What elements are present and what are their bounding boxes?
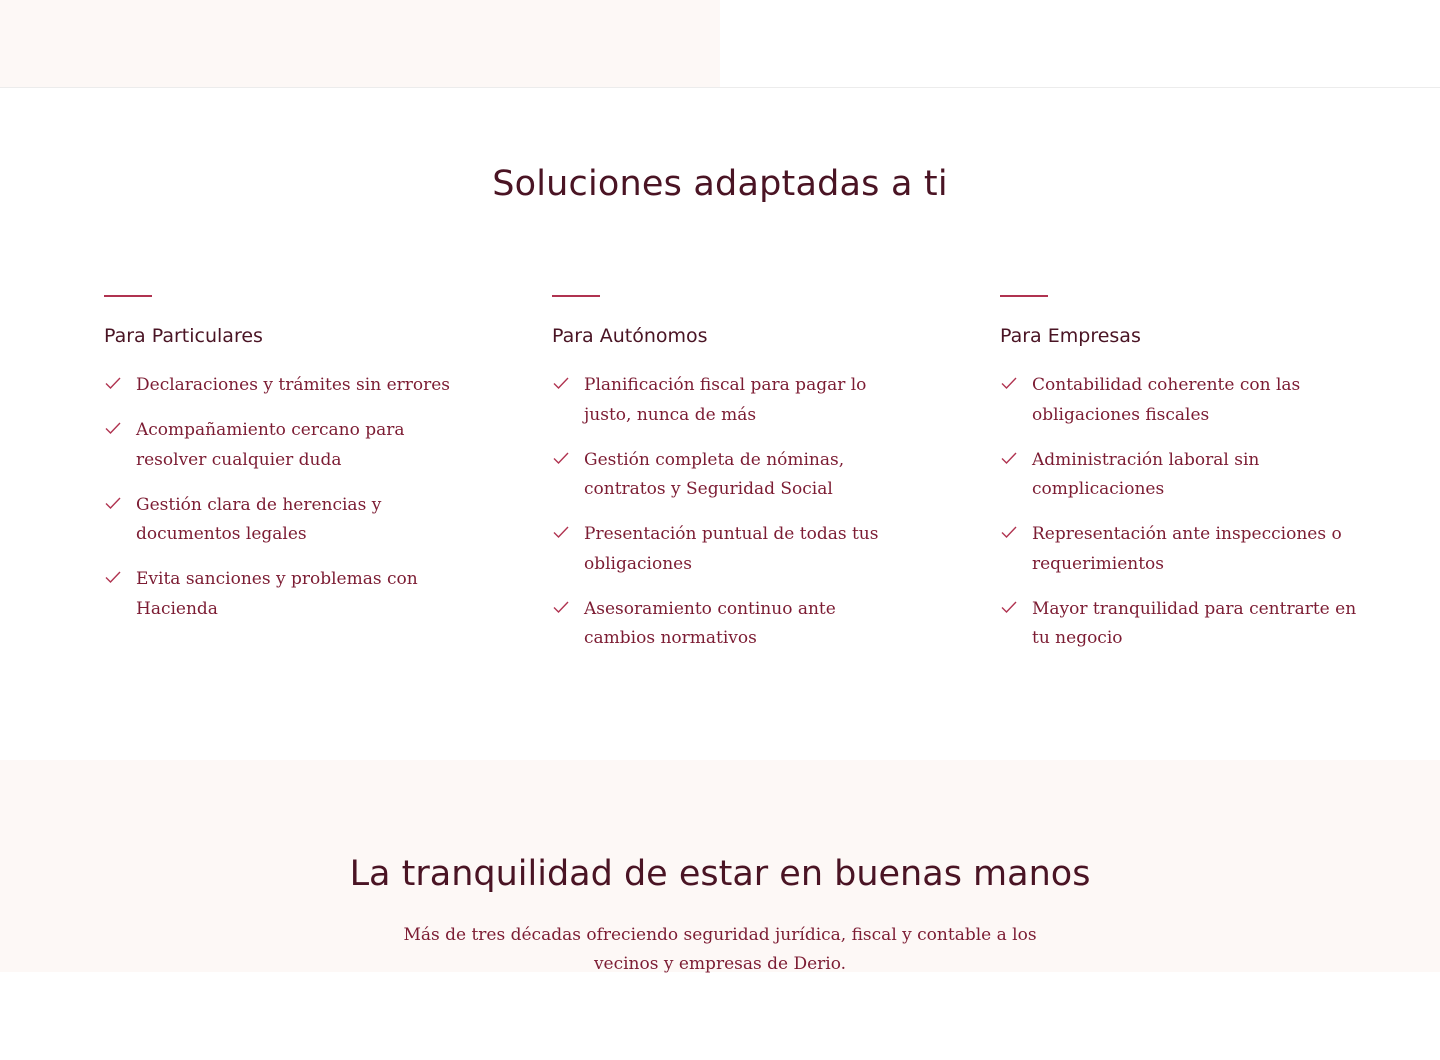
list-item (1000, 520, 1360, 579)
list-item (1000, 446, 1360, 505)
list-item (104, 565, 464, 624)
feature-list (104, 371, 464, 624)
list-item-text: Administración laboral sin complicaciones (1032, 449, 1260, 499)
check-icon (552, 375, 570, 391)
list-item (552, 446, 912, 505)
feature-list (552, 371, 912, 654)
list-item-text: Presentación puntual de todas tus obligaciones (584, 524, 879, 574)
column-divider (1000, 295, 1048, 297)
check-icon (104, 495, 122, 511)
list-item-text: Contabilidad coherente con las obligaciones fiscales (1032, 375, 1301, 425)
check-icon (104, 569, 122, 585)
list-item (104, 371, 464, 401)
list-item-text: Evita sanciones y problemas con Hacienda (136, 569, 418, 619)
column-particulares (104, 295, 464, 640)
list-item (104, 491, 464, 550)
check-icon (1000, 599, 1018, 615)
check-icon (1000, 524, 1018, 540)
check-icon (552, 524, 570, 540)
list-item-text: Acompañamiento cercano para resolver cualquier duda (136, 420, 405, 470)
trust-text: Más de tres décadas ofreciendo seguridad jurídica, fiscal y contable a los vecinos y empresas de Derio. (403, 925, 1037, 974)
list-item (552, 595, 912, 654)
solutions-title: Soluciones adaptadas a ti (492, 164, 948, 204)
list-item (552, 371, 912, 430)
trust-section (0, 760, 1440, 972)
column-title: Para Empresas (1000, 325, 1141, 347)
list-item-text: Gestión clara de herencias y documentos legales (136, 494, 382, 544)
list-item-text: Declaraciones y trámites sin errores (136, 375, 451, 395)
check-icon (1000, 450, 1018, 466)
feature-list (1000, 371, 1360, 654)
list-item-text: Asesoramiento continuo ante cambios normativos (584, 598, 836, 648)
list-item-text: Gestión completa de nóminas, contratos y Seguridad Social (584, 449, 845, 499)
list-item (552, 520, 912, 579)
list-item (1000, 595, 1360, 654)
top-band (0, 0, 1440, 88)
list-item-text: Representación ante inspecciones o requerimientos (1032, 524, 1342, 574)
check-icon (104, 375, 122, 391)
list-item (104, 416, 464, 475)
column-autonomos (552, 295, 912, 669)
check-icon (104, 420, 122, 436)
column-empresas (1000, 295, 1360, 669)
check-icon (552, 599, 570, 615)
top-left-panel (0, 0, 720, 87)
list-item-text: Mayor tranquilidad para centrarte en tu negocio (1032, 598, 1357, 648)
check-icon (552, 450, 570, 466)
column-title: Para Autónomos (552, 325, 708, 347)
column-divider (552, 295, 600, 297)
column-divider (104, 295, 152, 297)
check-icon (1000, 375, 1018, 391)
list-item (1000, 371, 1360, 430)
list-item-text: Planificación fiscal para pagar lo justo, nunca de más (584, 375, 867, 425)
top-right-panel (720, 0, 1440, 87)
column-title: Para Particulares (104, 325, 263, 347)
trust-title: La tranquilidad de estar en buenas manos (349, 854, 1091, 894)
